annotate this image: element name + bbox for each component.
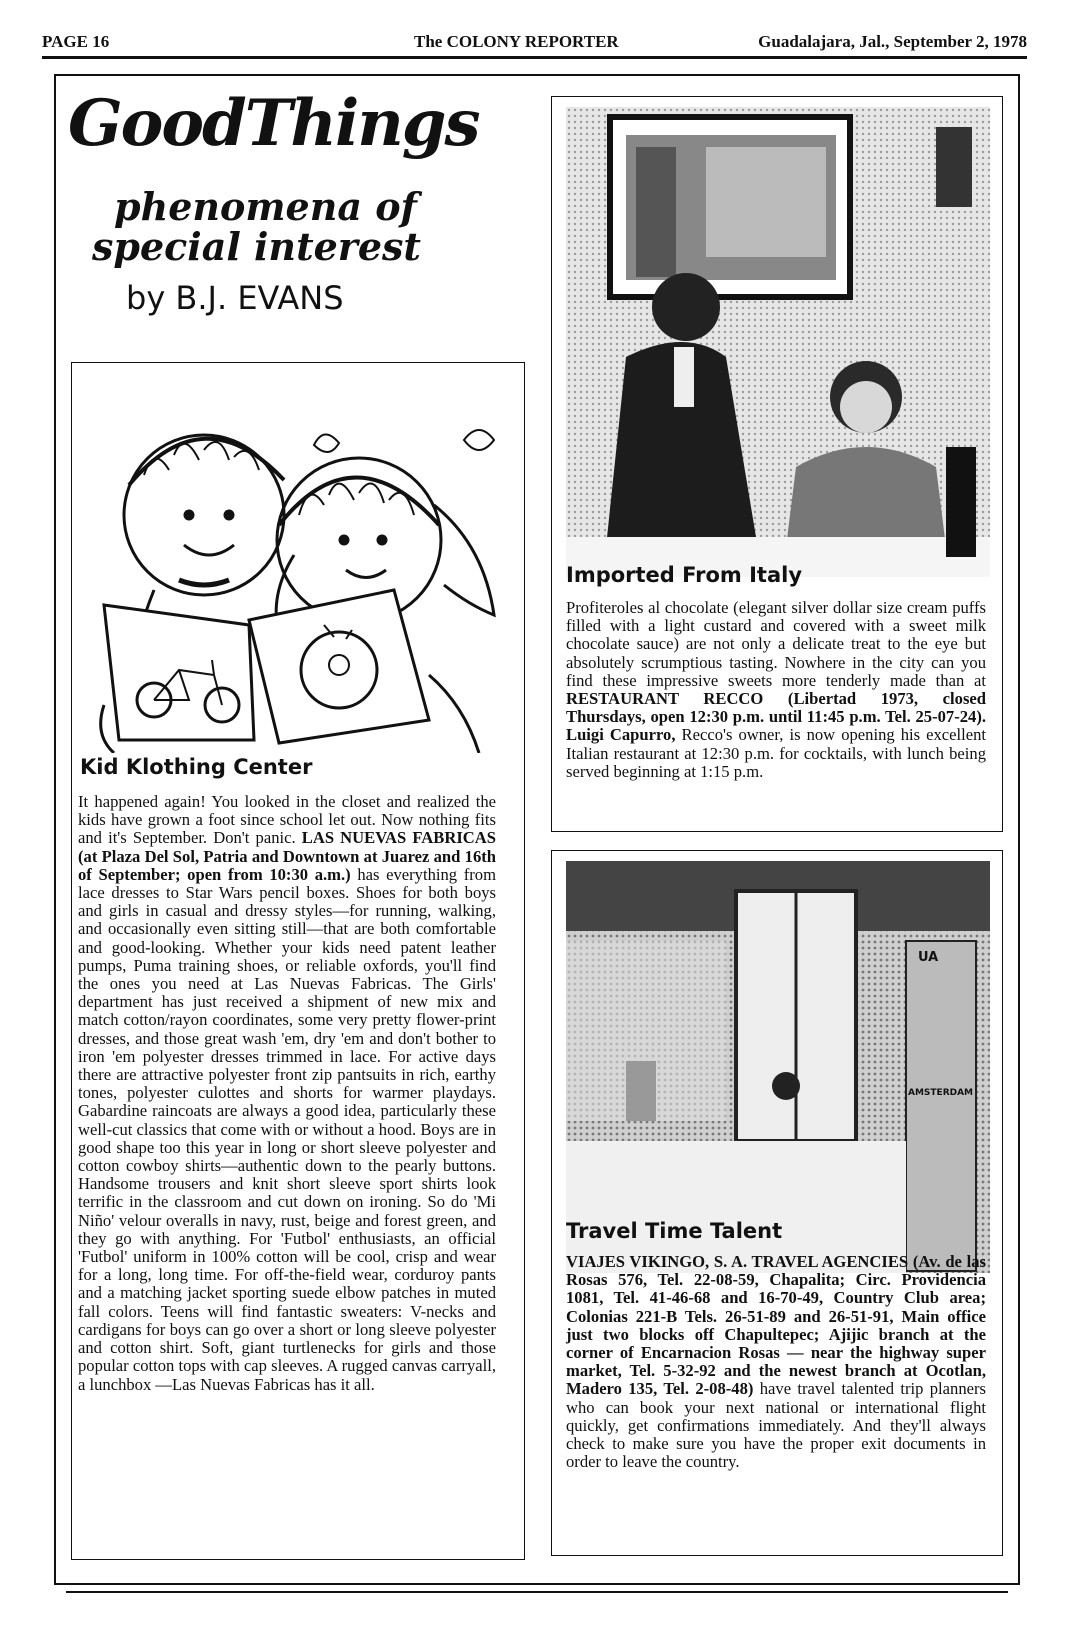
kid-klothing-article [71,362,525,1560]
italy-headline: Imported From Italy [566,563,803,587]
travel-agency-photo [566,861,990,1273]
travel-body-closing: have travel talented trip planners who can book your next national or international flight quickly, get confirmations immediately. And they'll always check to make sure you have the proper exit documents in order to leave the country. [566,1379,986,1472]
restaurant-photo [566,107,990,577]
page-header [42,28,1027,54]
byline: by B.J. EVANS [126,279,344,317]
header-rule [42,56,1027,59]
travel-body-agency-info: VIAJES VIKINGO, S. A. TRAVEL AGENCIES (Av. de las Rosas 576, Tel. 22-08-59, Chapalita; Circ. Providencia 1081, Tel. 41-46-68 and 16-70-49, Country Club area; Colonias 221-B Tels. 26-51-89 and 26-51-91, Main office just two blocks off Chapultepec; Ajijic branch at the corner of Encarnacion Rosas — near the highway super market, Tel. 5-32-92 and the newest branch at Ocotlan, Madero 135, Tel. 2-08-48) [566,1252,986,1399]
column-masthead [68,86,518,332]
imported-from-italy-article [551,96,1003,832]
italy-body-restaurant-info: RESTAURANT RECCO (Libertad 1973, closed Thursdays, open 12:30 p.m. until 11:45 p.m. Tel. 25-07-24). Luigi Capurro, [566,689,986,745]
travel-time-talent-article [551,850,1003,1556]
kid-body-store-info: LAS NUEVAS FABRICAS (at Plaza Del Sol, Patria and Downtown at Juarez and 16th of September; open from 10:30 a.m.) [78,828,496,884]
travel-body [566,1253,986,1471]
column-subtitle-1: phenomena of [114,184,417,229]
newspaper-name: The COLONY REPORTER [414,32,619,51]
bottom-rule [66,1591,1008,1593]
kids-illustration [84,375,512,753]
italy-body-intro: Profiteroles al chocolate (elegant silver dollar size cream puffs filled with a light custard and covered with a sweet milk chocolate sauce) are not only a delicate treat to the eye but absolutely scrumptious tasting. Nowhere in the city can you find these impressive sweets more tenderly made than at [566,598,986,690]
column-subtitle-2: special interest [92,224,421,269]
kid-body-intro: It happened again! You looked in the closet and realized the kids have grown a foot since school let out. Now nothing fits and it's September. Don't panic. [78,792,496,848]
column-title: GoodThings [68,86,479,161]
kid-headline: Kid Klothing Center [80,755,313,779]
kid-body [78,793,496,1394]
photo-sign-2: AMSTERDAM [908,1088,974,1098]
italy-body [566,599,986,781]
italy-body-closing: Recco's owner, is now opening his excellent Italian restaurant at 12:30 p.m. for cocktails, with lunch being served beginning at 1:15 p.m. [566,725,987,781]
photo-sign-1: UA [918,950,939,965]
dateline: Guadalajara, Jal., September 2, 1978 [758,32,1027,51]
travel-headline: Travel Time Talent [566,1219,783,1243]
kid-body-main: has everything from lace dresses to Star Wars pencil boxes. Shoes for both boys and girls in casual and dressy styles—for running, walking, and occasionally even sitting still—that are both comfortable and good-looking. Whether your kids need patent leather pumps, Puma training shoes, or reliable oxfords, you'll find the ones you need at Las Nuevas Fabricas. The Girls' department has just received a shipment of new mix and match cotton/rayon coordinates, some very pretty flower-print dresses, and those great wash 'em, dry 'em and don't bother to iron 'em polyester dresses trimmed in lace. For active days there are attractive polyester front zip pantsuits in rich, earthy tones, polyester culottes and shorts for warmer playdays. Gabardine raincoats are always a good idea, particularly these well-cut classics that come with or without a hood. Boys are in good shape too this year in long or short sleeve polyester and cotton cowboy shirts—authentic down to the pearly buttons. Handsome trousers and knit short sleeve sport shirts look terrific in the classroom and cut down on ironing. So do 'Mi Niño' velour overalls in navy, rust, beige and forest green, and they go with anything. For 'Futbol' enthusiasts, an official 'Futbol' uniform in 100% cotton will be cool, crisp and wear for a long, long time. For off-the-field wear, corduroy pants and a matching jacket sporting suede elbow patches in muted fall colors. Teens will find fantastic sweaters: V-necks and cardigans for boys can go over a short or long sleeve polyester and cotton shirt. Soft, giant turtlenecks for girls and those popular cotton tops with cap sleeves. A rugged canvas carryall, a lunchbox —Las Nuevas Fabricas has it all. [78,864,496,1394]
page-number: PAGE 16 [42,32,110,51]
